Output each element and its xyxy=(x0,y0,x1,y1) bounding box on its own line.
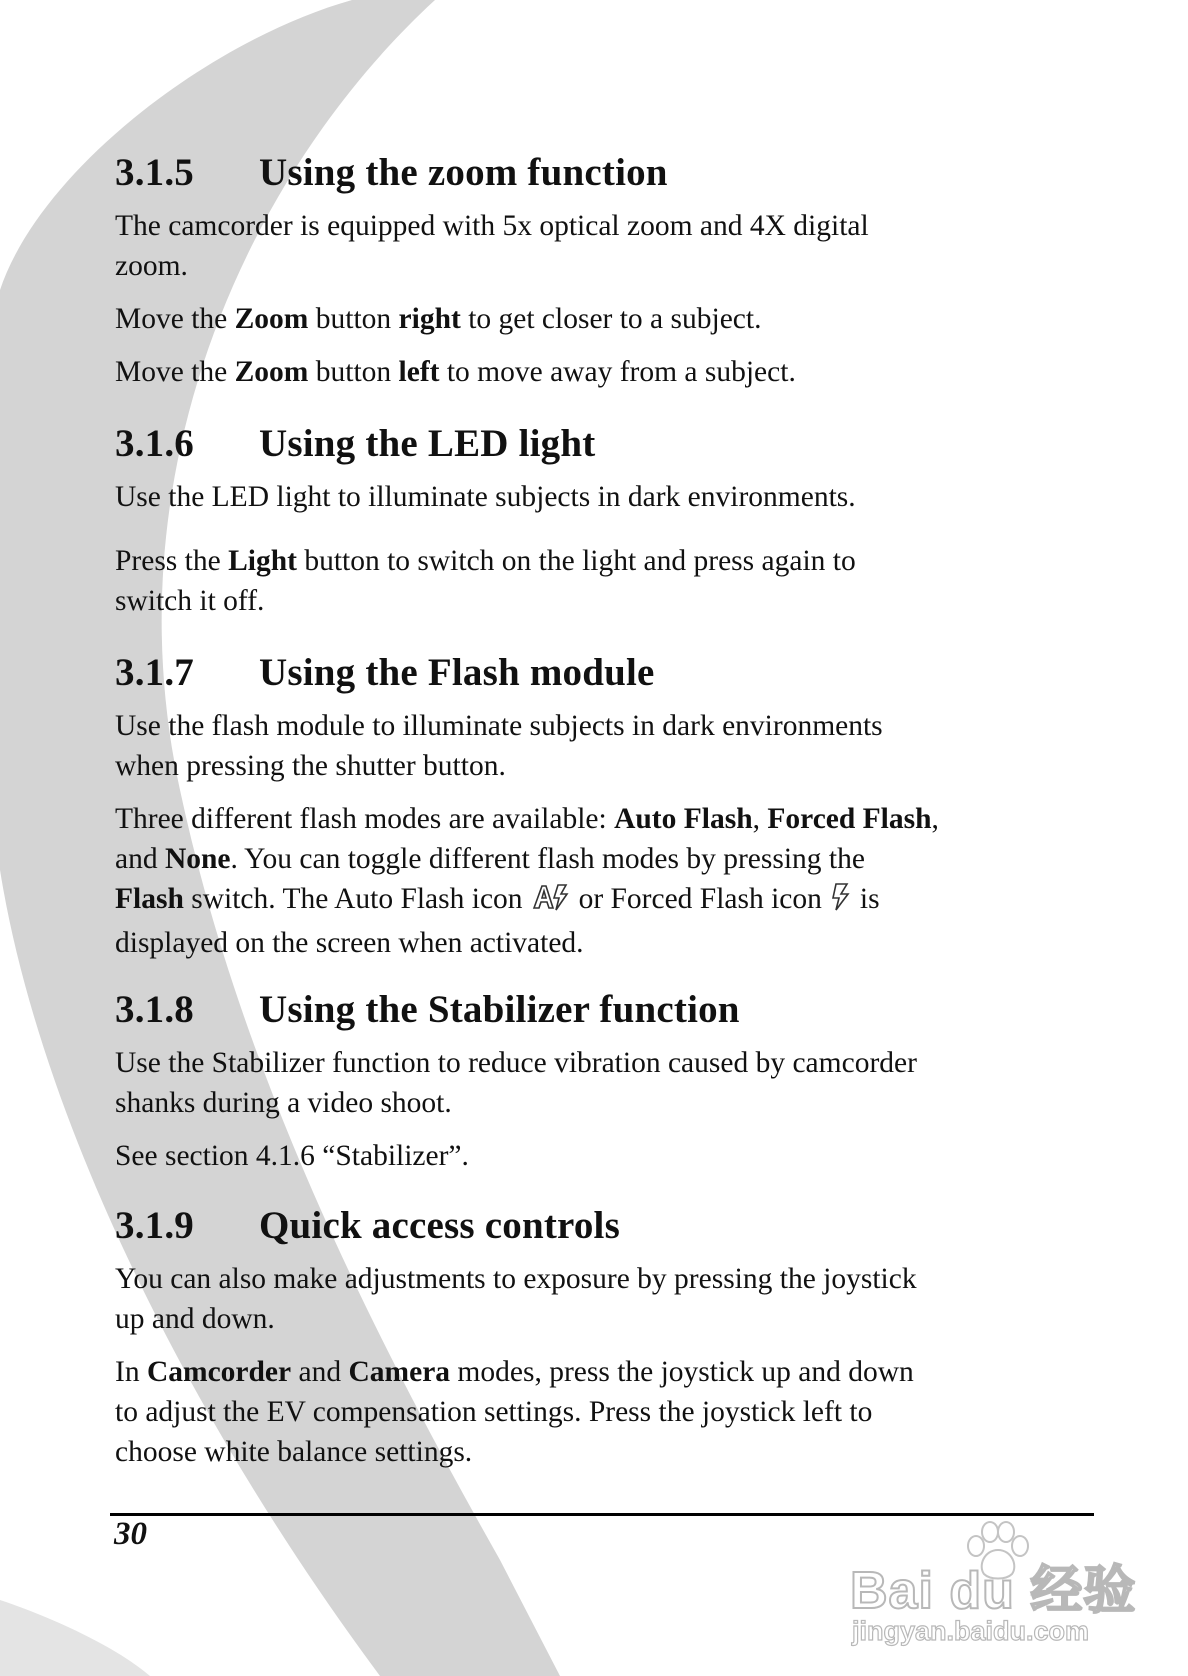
paragraph-continuation xyxy=(115,1432,1095,1472)
text-line: The camcorder is equipped with 5x optical zoom and 4X digital xyxy=(115,210,869,242)
paragraph-continuation xyxy=(115,879,1095,923)
paragraph-continuation xyxy=(115,923,1095,963)
paragraph xyxy=(115,1352,1095,1392)
text: Press the xyxy=(115,545,229,577)
text: and xyxy=(291,1356,349,1388)
bold-term: Zoom xyxy=(234,303,309,335)
section-heading xyxy=(115,987,1095,1033)
section-number: 3.1.6 xyxy=(115,422,194,465)
section-number: 3.1.5 xyxy=(115,151,194,194)
section-led-light xyxy=(115,421,1095,621)
section-title: Using the LED light xyxy=(259,422,596,465)
paragraph xyxy=(115,1259,1095,1299)
bold-term: Zoom xyxy=(234,356,309,388)
text: button xyxy=(308,303,399,335)
text: button to switch on the light and press again to xyxy=(296,545,856,577)
text: In xyxy=(115,1356,147,1388)
section-title: Using the Flash module xyxy=(259,651,655,694)
bold-term: None xyxy=(164,843,231,875)
text: button xyxy=(308,356,399,388)
section-heading xyxy=(115,1203,1095,1249)
bold-term: Light xyxy=(228,545,297,577)
text-line: when pressing the shutter button. xyxy=(115,750,506,782)
section-title: Quick access controls xyxy=(259,1204,620,1247)
paragraph xyxy=(115,477,1095,517)
paragraph xyxy=(115,706,1095,746)
text: , xyxy=(752,803,768,835)
text-line: Use the LED light to illuminate subjects in dark environments. xyxy=(115,481,856,513)
text-line: Use the Stabilizer function to reduce vibration caused by camcorder xyxy=(115,1047,917,1079)
page-number: 30 xyxy=(114,1516,147,1552)
text: to move away from a subject. xyxy=(439,356,796,388)
forced-flash-icon xyxy=(830,882,852,923)
section-flash-module xyxy=(115,650,1095,963)
text-line: zoom. xyxy=(115,250,188,282)
text: to get closer to a subject. xyxy=(460,303,762,335)
paragraph xyxy=(115,352,1095,392)
paragraph-continuation xyxy=(115,839,1095,879)
text-line: See section 4.1.6 “Stabilizer”. xyxy=(115,1140,469,1172)
watermark-url: jingyan.baidu.com xyxy=(852,1616,1090,1646)
auto-flash-icon xyxy=(531,882,571,923)
bold-term: Camcorder xyxy=(146,1356,292,1388)
paragraph xyxy=(115,1136,1095,1176)
text-line: displayed on the screen when activated. xyxy=(115,927,584,959)
section-title: Using the Stabilizer function xyxy=(259,988,740,1031)
section-zoom xyxy=(115,150,1095,392)
text-line: shanks during a video shoot. xyxy=(115,1087,452,1119)
text: switch. The Auto Flash icon xyxy=(183,883,523,915)
paragraph-continuation xyxy=(115,1083,1095,1123)
text: is xyxy=(859,883,880,915)
text: . You can toggle different flash modes by pressing the xyxy=(230,843,865,875)
bold-term: Forced Flash xyxy=(767,803,932,835)
section-heading xyxy=(115,421,1095,467)
paragraph-continuation xyxy=(115,246,1095,286)
paragraph-continuation xyxy=(115,581,1095,621)
section-quick-access xyxy=(115,1203,1095,1472)
section-number: 3.1.9 xyxy=(115,1204,194,1247)
paragraph xyxy=(115,299,1095,339)
text: and xyxy=(115,843,165,875)
text: Move the xyxy=(115,356,235,388)
bold-term: Auto Flash xyxy=(614,803,753,835)
text-line: choose white balance settings. xyxy=(115,1436,473,1468)
paragraph xyxy=(115,799,1095,839)
bold-term: left xyxy=(398,356,440,388)
text: Move the xyxy=(115,303,235,335)
section-heading xyxy=(115,150,1095,196)
text: , xyxy=(931,803,939,835)
text-line: to adjust the EV compensation settings. Press the joystick left to xyxy=(115,1396,873,1428)
baidu-watermark xyxy=(850,1528,1140,1648)
bold-term: Flash xyxy=(115,883,184,915)
text: or Forced Flash icon xyxy=(578,883,822,915)
paragraph-continuation xyxy=(115,1392,1095,1432)
text-line: up and down. xyxy=(115,1303,275,1335)
footer-divider xyxy=(110,1513,1094,1516)
paragraph xyxy=(115,1043,1095,1083)
bold-term: Camera xyxy=(348,1356,451,1388)
section-number: 3.1.7 xyxy=(115,651,194,694)
bold-term: right xyxy=(398,303,461,335)
section-heading xyxy=(115,650,1095,696)
paragraph xyxy=(115,206,1095,246)
paragraph-continuation xyxy=(115,746,1095,786)
paragraph xyxy=(115,541,1095,581)
text-line: You can also make adjustments to exposure by pressing the joystick xyxy=(115,1263,917,1295)
section-stabilizer xyxy=(115,987,1095,1176)
paragraph-continuation xyxy=(115,1299,1095,1339)
text: Three different flash modes are available: xyxy=(115,803,615,835)
text-line: switch it off. xyxy=(115,585,265,617)
section-title: Using the zoom function xyxy=(259,151,668,194)
text-line: Use the flash module to illuminate subjects in dark environments xyxy=(115,710,883,742)
section-number: 3.1.8 xyxy=(115,988,194,1031)
watermark-brand: Bai du 经验 xyxy=(850,1562,1137,1620)
text: modes, press the joystick up and down xyxy=(450,1356,914,1388)
